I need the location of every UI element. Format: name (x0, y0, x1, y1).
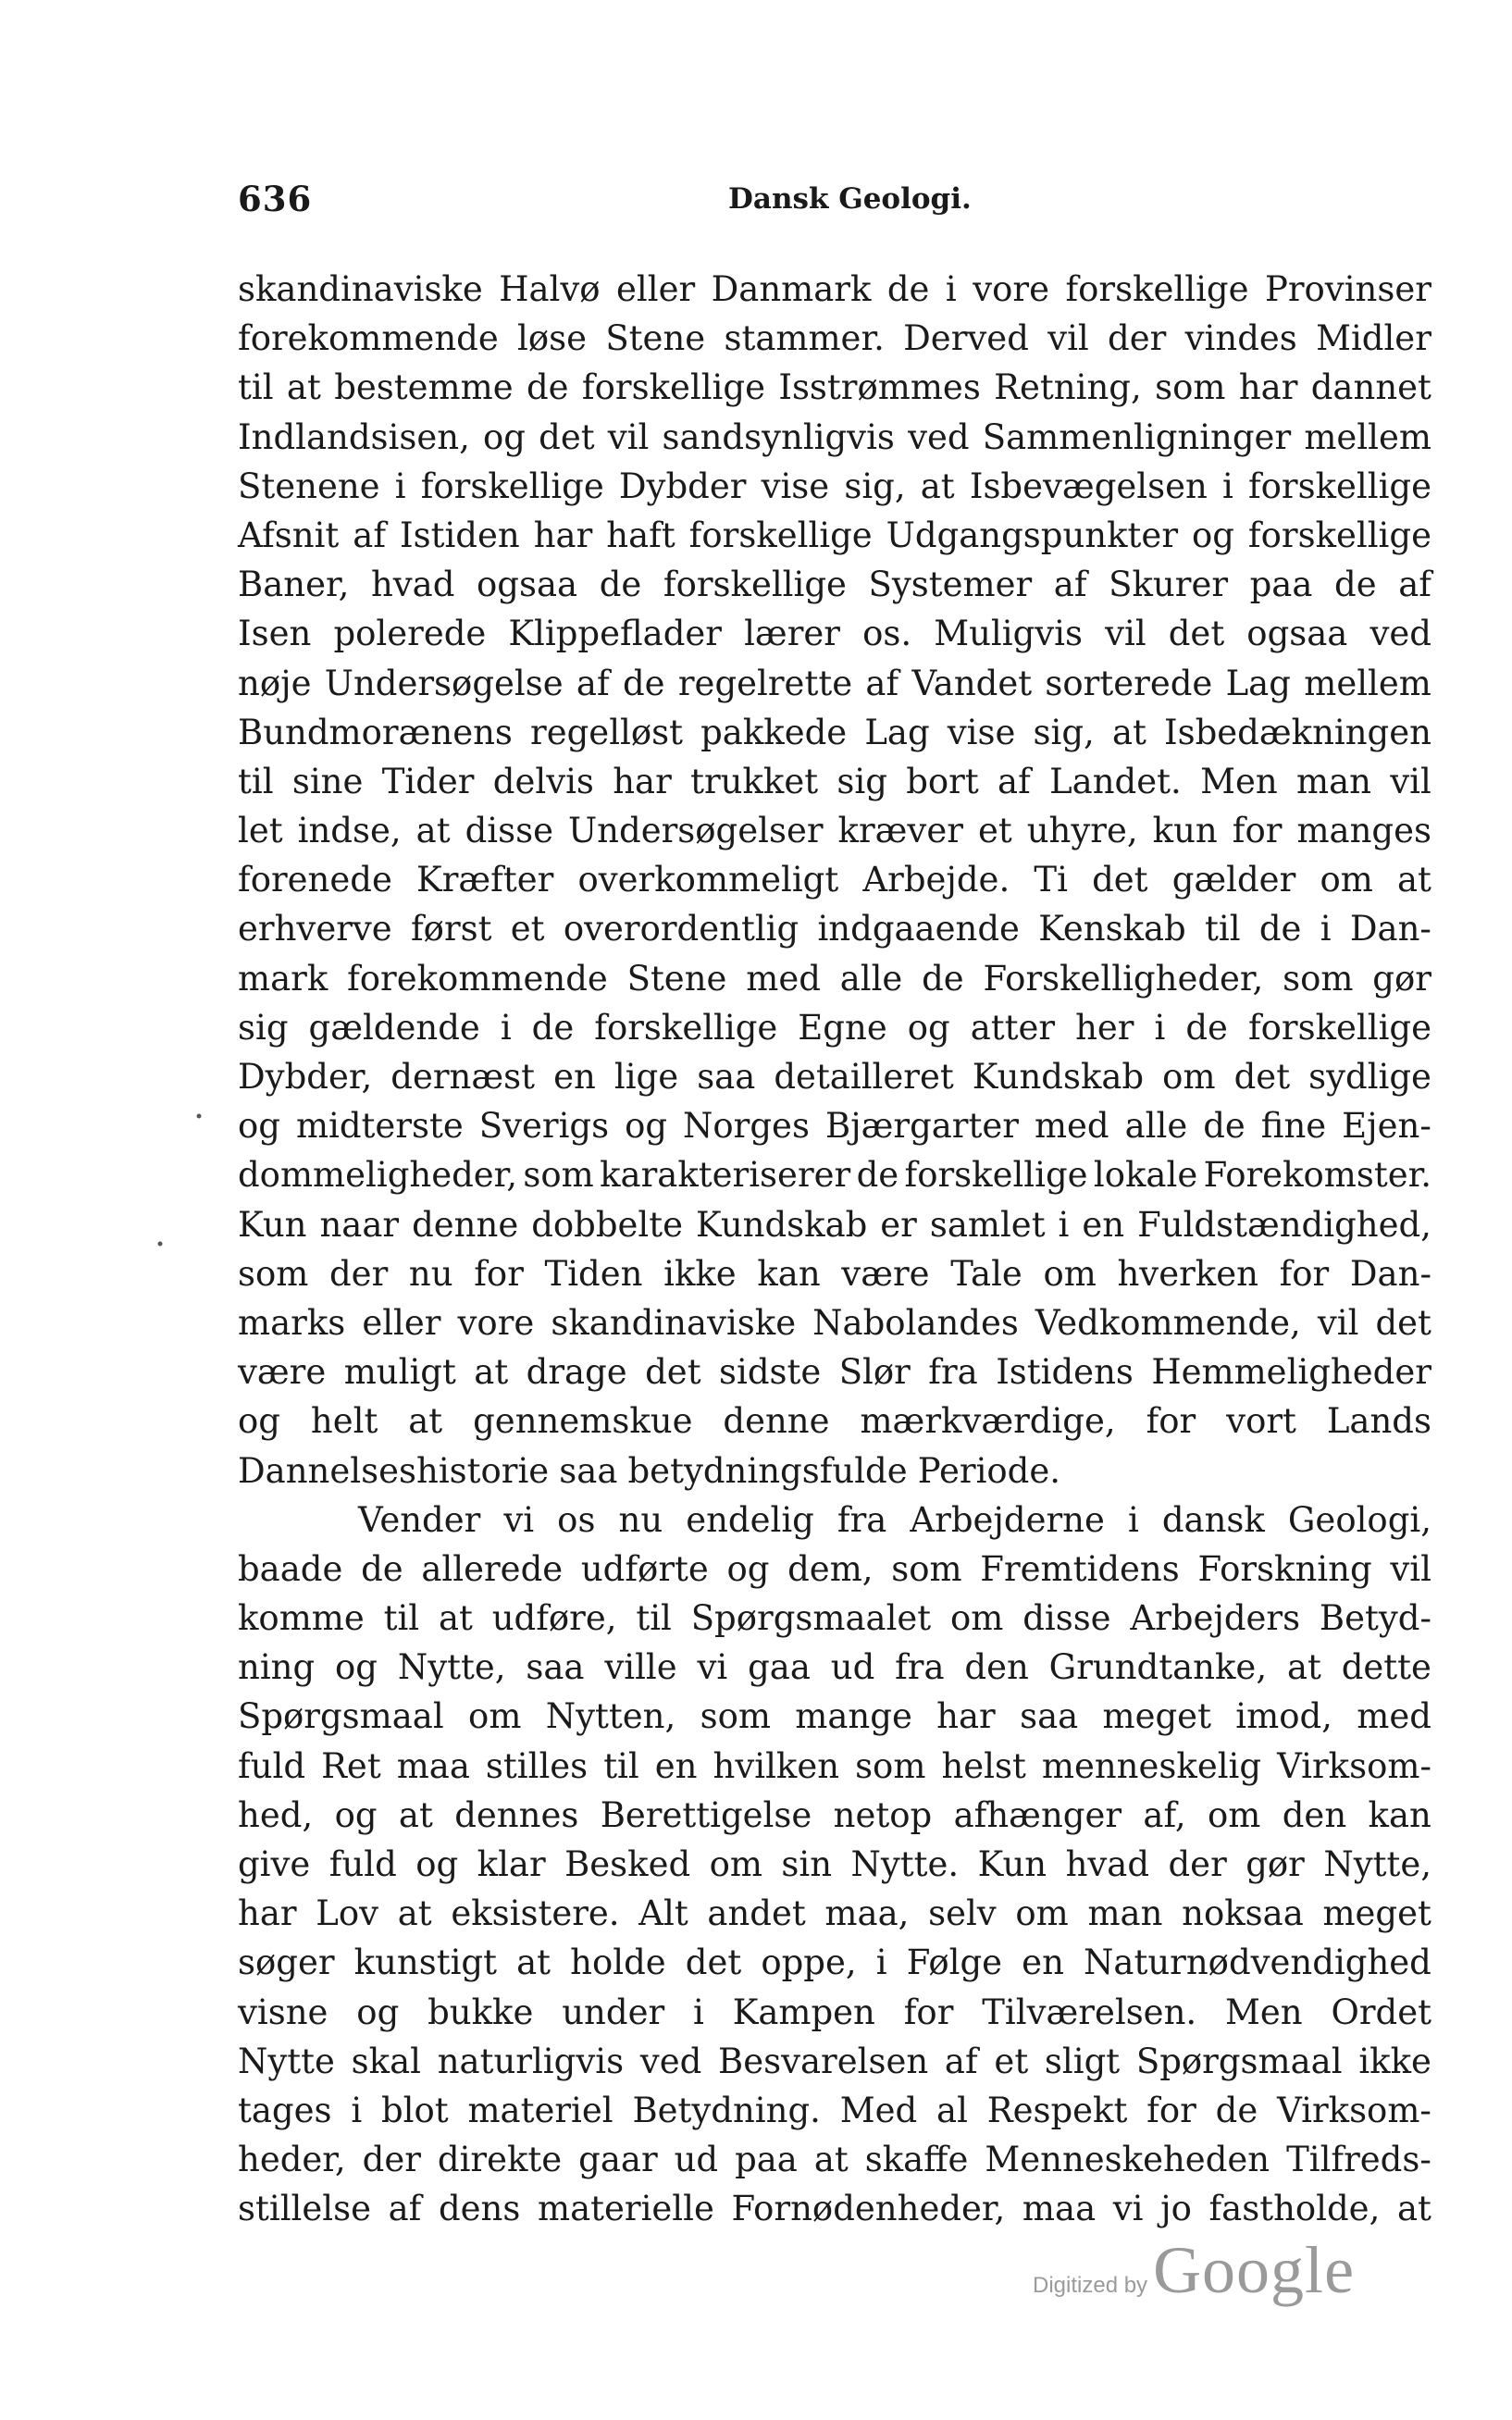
text-line: let indse, at disse Undersøgelser kræver et uhyre, kun for manges (238, 811, 1431, 851)
text-line: Dannelseshistorie saa betydningsfulde Periode. (238, 1450, 1061, 1491)
text-line: søger kunstigt at holde det oppe, i Følge en Naturnødvendighed (238, 1942, 1431, 1983)
watermark-prefix: Digitized by (1033, 2273, 1148, 2298)
text-line: fuld Ret maa stilles til en hvilken som helst menneskelig Virksom- (238, 1745, 1431, 1786)
text-line: være muligt at drage det sidste Slør fra Istidens Hemmeligheder (238, 1352, 1431, 1393)
google-logo: Google (1153, 2233, 1356, 2307)
text-line: og midterste Sverigs og Norges Bjærgarter med alle de fine Ejen- (238, 1106, 1431, 1147)
body-text (238, 265, 1431, 2234)
text-line: nøje Undersøgelse af de regelrette af Vandet sorterede Lag mellem (238, 663, 1431, 703)
page-number: 636 (238, 179, 313, 219)
text-line: Nytte skal naturligvis ved Besvarelsen af et sligt Spørgsmaal ikke (238, 2041, 1431, 2081)
text-line: Stenene i forskellige Dybder vise sig, at Isbevægelsen i forskellige (238, 465, 1431, 506)
text-line: Isen polerede Klippeflader lærer os. Muligvis vil det ogsaa ved (238, 614, 1431, 654)
text-line: Spørgsmaal om Nytten, som mange har saa meget imod, med (238, 1696, 1431, 1737)
text-line: ning og Nytte, saa ville vi gaa ud fra den Grundtanke, at dette (238, 1647, 1431, 1688)
text-line: Baner, hvad ogsaa de forskellige Systemer af Skurer paa de af (238, 565, 1431, 605)
text-line: visne og bukke under i Kampen for Tilværelsen. Men Ordet (238, 1992, 1431, 2032)
text-line: mark forekommende Stene med alle de Forskelligheder, som gør (238, 958, 1431, 999)
text-line: Indlandsisen, og det vil sandsynligvis ved Sammenligninger mellem (238, 416, 1431, 457)
text-line: Bundmorænens regelløst pakkede Lag vise sig, at Isbedækningen (238, 712, 1431, 752)
text-line: som der nu for Tiden ikke kan være Tale om hverken for Dan- (238, 1253, 1431, 1294)
text-line: Dybder, dernæst en lige saa detailleret Kundskab om det sydlige (238, 1057, 1431, 1097)
text-line: Afsnit af Istiden har haft forskellige Udgangspunkter og forskellige (238, 515, 1431, 555)
text-line: til at bestemme de forskellige Isstrømmes Retning, som har dannet (238, 367, 1431, 408)
text-line: marks eller vore skandinaviske Nabolandes Vedkommende, vil det (238, 1302, 1431, 1343)
scan-speck (197, 1114, 202, 1119)
text-line: forenede Kræfter overkommeligt Arbejde. Ti det gælder om at (238, 860, 1431, 900)
text-line: dommeligheder, som karakteriserer de forskellige lokale Forekomster. (238, 1155, 1431, 1196)
text-line: baade de allerede udførte og dem, som Fremtidens Forskning vil (238, 1548, 1431, 1589)
page-header (238, 179, 1431, 234)
text-line: sig gældende i de forskellige Egne og atter her i de forskellige (238, 1007, 1431, 1048)
text-line: skandinaviske Halvø eller Danmark de i vore forskellige Provinser (238, 269, 1431, 309)
text-line: til sine Tider delvis har trukket sig bort af Landet. Men man vil (238, 761, 1431, 801)
text-line: har Lov at eksistere. Alt andet maa, selv om man noksaa meget (238, 1893, 1431, 1934)
text-line: stillelse af dens materielle Fornødenheder, maa vi jo fastholde, at (238, 2189, 1431, 2229)
text-line: og helt at gennemskue denne mærkværdige, for vort Lands (238, 1401, 1431, 1442)
text-line: Vender vi os nu endelig fra Arbejderne i dansk Geologi, (358, 1499, 1431, 1540)
text-line: hed, og at dennes Berettigelse netop afhænger af, om den kan (238, 1794, 1431, 1835)
text-line: Kun naar denne dobbelte Kundskab er samlet i en Fuldstændighed, (238, 1204, 1431, 1245)
text-line: erhverve først et overordentlig indgaaende Kenskab til de i Dan- (238, 909, 1431, 949)
text-line: tages i blot materiel Betydning. Med al Respekt for de Virksom- (238, 2090, 1431, 2130)
text-line: give fuld og klar Besked om sin Nytte. Kun hvad der gør Nytte, (238, 1844, 1431, 1884)
scan-speck (158, 1242, 163, 1247)
text-line: forekommende løse Stene stammer. Derved vil der vindes Midler (238, 318, 1431, 359)
text-line: heder, der direkte gaar ud paa at skaffe Menneskeheden Tilfreds- (238, 2140, 1431, 2180)
digitized-by-google-watermark (1033, 2232, 1355, 2309)
text-line: komme til at udføre, til Spørgsmaalet om disse Arbejders Betyd- (238, 1598, 1431, 1639)
running-title: Dansk Geologi. (728, 182, 972, 216)
